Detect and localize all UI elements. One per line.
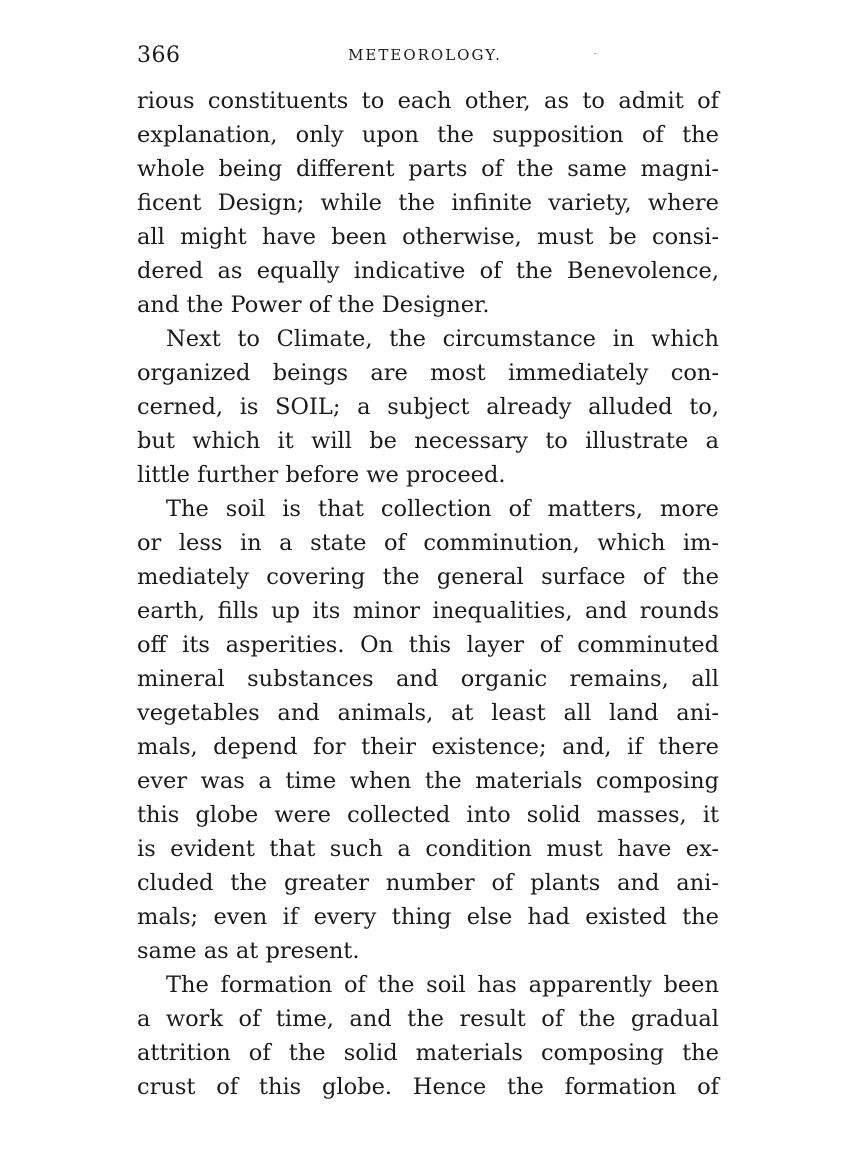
running-head: METEOROLOGY. xyxy=(348,46,502,64)
text-line: rious constituents to each other, as to admit of xyxy=(137,88,719,114)
text-line: Next to Climate, the circumstance in which xyxy=(166,326,719,352)
text-line: little further before we proceed. xyxy=(137,462,506,488)
text-line: organized beings are most immediately con- xyxy=(137,360,719,386)
text-line: all might have been otherwise, must be consi- xyxy=(137,224,719,250)
text-line: whole being different parts of the same magni- xyxy=(137,156,719,182)
text-line: cluded the greater number of plants and ani- xyxy=(137,870,719,896)
text-line: crust of this globe. Hence the formation of xyxy=(137,1074,719,1100)
text-line: The formation of the soil has apparently been xyxy=(166,972,719,998)
text-line: explanation, only upon the supposition of the xyxy=(137,122,719,148)
text-line: and the Power of the Designer. xyxy=(137,292,490,318)
text-line: this globe were collected into solid masses, it xyxy=(137,802,719,828)
text-line: dered as equally indicative of the Benevolence, xyxy=(137,258,719,284)
text-line: vegetables and animals, at least all land ani- xyxy=(137,700,719,726)
text-line: a work of time, and the result of the gradual xyxy=(137,1006,719,1032)
text-line: mineral substances and organic remains, all xyxy=(137,666,719,692)
text-line: off its asperities. On this layer of comminuted xyxy=(137,632,719,658)
text-line: ficent Design; while the infinite variety, where xyxy=(137,190,719,216)
text-line: mediately covering the general surface of the xyxy=(137,564,719,590)
text-line: but which it will be necessary to illustrate a xyxy=(137,428,719,454)
text-line: mals, depend for their existence; and, if there xyxy=(137,734,719,760)
text-line: attrition of the solid materials composing the xyxy=(137,1040,719,1066)
text-line: same as at present. xyxy=(137,938,360,964)
page-number: 366 xyxy=(137,43,181,68)
text-line: The soil is that collection of matters, more xyxy=(166,496,719,522)
text-line: ever was a time when the materials composing xyxy=(137,768,719,794)
text-line: earth, fills up its minor inequalities, and rounds xyxy=(137,598,719,624)
text-line: mals; even if every thing else had existed the xyxy=(137,904,719,930)
text-line: cerned, is SOIL; a subject already alluded to, xyxy=(137,394,719,420)
print-speck xyxy=(594,53,596,54)
text-line: or less in a state of comminution, which im- xyxy=(137,530,719,556)
text-line: is evident that such a condition must have ex- xyxy=(137,836,719,862)
body-text xyxy=(137,84,719,1104)
